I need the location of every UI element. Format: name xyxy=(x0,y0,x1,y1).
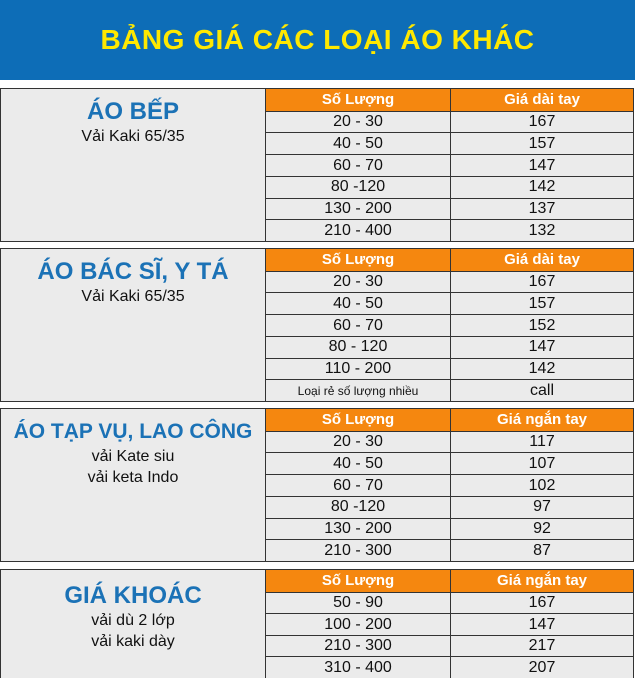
table-row xyxy=(266,518,633,540)
price-cell: 217 xyxy=(451,636,633,657)
quantity-cell: 100 - 200 xyxy=(266,614,451,635)
quantity-cell: 130 - 200 xyxy=(266,199,451,220)
table-row xyxy=(266,474,633,496)
table-row xyxy=(266,613,633,635)
section-gia-khoac xyxy=(0,569,634,678)
section-ao-bep xyxy=(0,88,634,242)
table-row xyxy=(266,314,633,336)
section-title: GIÁ KHOÁC xyxy=(64,582,202,609)
table-row xyxy=(266,176,633,198)
table-row xyxy=(266,198,633,220)
section-subtitle: vải dù 2 lớp xyxy=(91,612,175,629)
header-price: Giá dài tay xyxy=(451,89,633,111)
section-subtitle: vải kaki dày xyxy=(91,633,175,650)
quantity-cell: 210 - 300 xyxy=(266,636,451,657)
price-cell: 167 xyxy=(451,593,633,614)
section-ao-tap-vu xyxy=(0,408,634,562)
quantity-cell: 60 - 70 xyxy=(266,475,451,496)
price-cell: 157 xyxy=(451,293,633,314)
quantity-cell: 310 - 400 xyxy=(266,657,451,678)
price-cell: 92 xyxy=(451,519,633,540)
price-cell: 207 xyxy=(451,657,633,678)
section-ao-bac-si xyxy=(0,248,634,402)
price-cell: 167 xyxy=(451,112,633,133)
quantity-cell: 40 - 50 xyxy=(266,453,451,474)
table-header-row xyxy=(266,409,633,431)
table-row xyxy=(266,358,633,380)
header-quantity: Số Lượng xyxy=(266,570,451,592)
table-row xyxy=(266,452,633,474)
price-cell: 147 xyxy=(451,155,633,176)
section-title: ÁO BẾP xyxy=(86,98,179,125)
price-cell: 167 xyxy=(451,272,633,293)
price-cell: 97 xyxy=(451,497,633,518)
table-header-row xyxy=(266,89,633,111)
table-row xyxy=(266,154,633,176)
header-quantity: Số Lượng xyxy=(266,249,451,271)
price-cell: 132 xyxy=(451,220,633,241)
quantity-cell: 110 - 200 xyxy=(266,359,451,380)
section-label xyxy=(1,89,266,241)
page-header xyxy=(0,0,635,80)
price-cell: 157 xyxy=(451,133,633,154)
price-cell: 152 xyxy=(451,315,633,336)
quantity-cell: Loại rẻ số lượng nhiều xyxy=(266,380,451,401)
quantity-cell: 80 -120 xyxy=(266,177,451,198)
header-price: Giá ngắn tay xyxy=(451,409,633,431)
table-row xyxy=(266,336,633,358)
price-table xyxy=(266,249,633,401)
header-price: Giá dài tay xyxy=(451,249,633,271)
quantity-cell: 20 - 30 xyxy=(266,432,451,453)
section-subtitle: Vải Kaki 65/35 xyxy=(81,128,185,145)
table-header-row xyxy=(266,249,633,271)
quantity-cell: 40 - 50 xyxy=(266,293,451,314)
price-cell: 142 xyxy=(451,177,633,198)
section-subtitle: vải Kate siu xyxy=(91,448,175,465)
quantity-cell: 60 - 70 xyxy=(266,315,451,336)
quantity-cell: 60 - 70 xyxy=(266,155,451,176)
price-cell: 142 xyxy=(451,359,633,380)
quantity-cell: 130 - 200 xyxy=(266,519,451,540)
table-row xyxy=(266,111,633,133)
price-cell: 107 xyxy=(451,453,633,474)
page-title: BẢNG GIÁ CÁC LOẠI ÁO KHÁC xyxy=(100,24,535,55)
table-row xyxy=(266,292,633,314)
header-price: Giá ngắn tay xyxy=(451,570,633,592)
section-label xyxy=(1,249,266,401)
table-row xyxy=(266,431,633,453)
quantity-cell: 210 - 400 xyxy=(266,220,451,241)
table-header-row xyxy=(266,570,633,592)
section-title: ÁO BÁC SĨ, Y TÁ xyxy=(37,258,229,285)
quantity-cell: 40 - 50 xyxy=(266,133,451,154)
section-subtitle: vải keta Indo xyxy=(87,469,179,486)
quantity-cell: 20 - 30 xyxy=(266,272,451,293)
price-table xyxy=(266,570,633,678)
quantity-cell: 50 - 90 xyxy=(266,593,451,614)
table-row xyxy=(266,539,633,561)
price-cell: 87 xyxy=(451,540,633,561)
section-label xyxy=(1,409,266,561)
header-quantity: Số Lượng xyxy=(266,89,451,111)
table-row xyxy=(266,656,633,678)
price-cell: 117 xyxy=(451,432,633,453)
price-cell: 147 xyxy=(451,614,633,635)
table-row xyxy=(266,592,633,614)
section-title: ÁO TẠP VỤ, LAO CÔNG xyxy=(13,420,253,443)
table-row xyxy=(266,271,633,293)
quantity-cell: 80 -120 xyxy=(266,497,451,518)
price-table xyxy=(266,409,633,561)
quantity-cell: 210 - 300 xyxy=(266,540,451,561)
price-cell: 137 xyxy=(451,199,633,220)
price-table xyxy=(266,89,633,241)
quantity-cell: 80 - 120 xyxy=(266,337,451,358)
price-cell: call xyxy=(451,380,633,401)
quantity-cell: 20 - 30 xyxy=(266,112,451,133)
table-row xyxy=(266,635,633,657)
price-cell: 147 xyxy=(451,337,633,358)
table-row xyxy=(266,132,633,154)
header-quantity: Số Lượng xyxy=(266,409,451,431)
table-row xyxy=(266,379,633,401)
table-row xyxy=(266,496,633,518)
section-subtitle: Vải Kaki 65/35 xyxy=(81,288,185,305)
table-row xyxy=(266,219,633,241)
price-cell: 102 xyxy=(451,475,633,496)
section-label xyxy=(1,570,266,678)
